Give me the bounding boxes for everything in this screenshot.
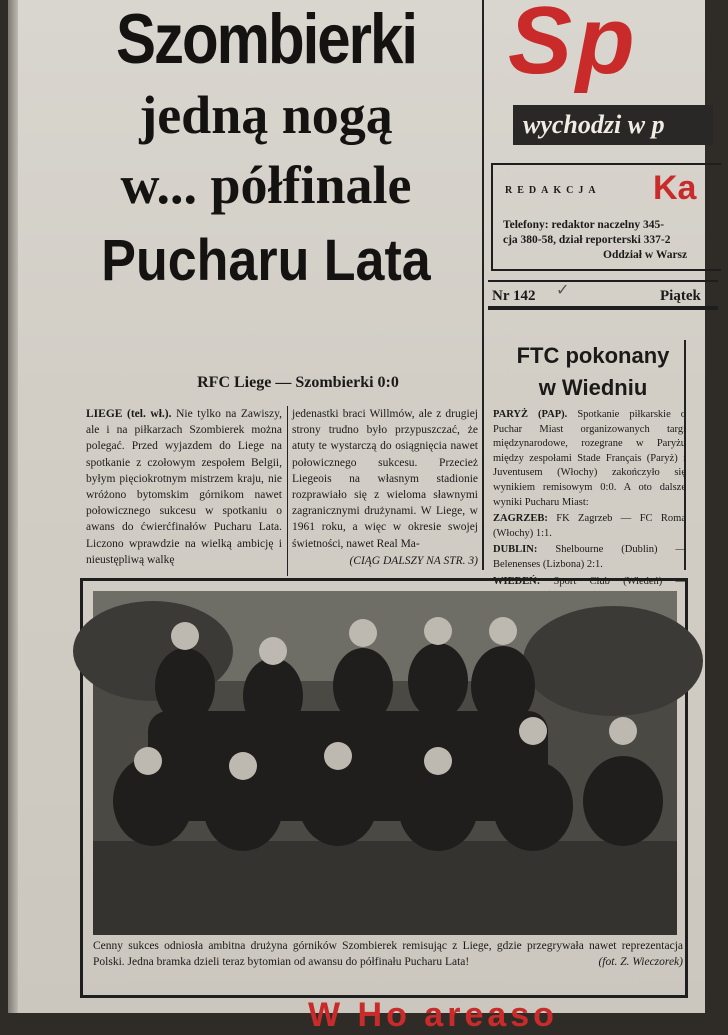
newspaper-page: [8, 0, 705, 1034]
team-photo-illustration: [93, 591, 677, 935]
sidebar-headline-line-1: FTC pokonany: [516, 343, 670, 368]
bottom-red-headline-fragment: W Ho areaso: [308, 996, 558, 1034]
article-body-1: Nie tylko na Zawiszy, ale i na piłkarzach Szombierek można polegać. Przed wyjazdem do Liege na spotkanie z czołowym zespołem Belgii, byłym pięciokrotnym mistrzem kraju, nie wróżono bytomskim górnikom nawet połowicznego sukcesu w spotkaniu o awans do ćwierćfinałów Pucharu Lata. Liczono wprawdzie na wielką ambicję i nieustępliwą walkę: [86, 408, 282, 566]
result-zagreb: ZAGRZEB: FK Zagrzeb — FC Roma (Włochy) 1:1.: [493, 513, 686, 539]
headline-line-4: Pucharu Lata: [101, 228, 431, 294]
sidebar-headline-line-2: w Wiedniu: [538, 375, 648, 400]
caption-text: Cenny sukces odniosła ambitna drużyna górników Szombierek remisując z Liege, gdzie przegrywała nawet reprezentacja Polski. Jedna bramka dzieli teraz bytomian od awansu do półfinału Pucharu Lata!: [93, 940, 683, 968]
result-dublin: DUBLIN: Shelbourne (Dublin) — Belenenses (Lizbona) 2:1.: [493, 544, 686, 570]
article-column-2: [292, 406, 478, 569]
masthead-red-title: Sp: [508, 0, 639, 94]
sidebar-headline: [498, 340, 688, 404]
photo-caption: [93, 939, 683, 970]
masthead-tagline: wychodzi w p: [513, 105, 713, 145]
pencil-check-icon: ✓: [556, 282, 570, 299]
photo-credit: (fot. Z. Wieczorek): [598, 955, 683, 968]
column-divider: [287, 406, 288, 576]
article-column-1: [86, 406, 282, 568]
match-subhead: RFC Liege — Szombierki 0:0: [197, 374, 399, 391]
issue-number: Nr 142: [492, 288, 536, 304]
result-paris: PARYŻ (PAP). Spotkanie piłkarskie o Puchar Miast organizowanych targi międzynarodowe, rozegrane w Paryżu między zespołami Stade Français (Paryż) i Juventusem (Włochy) zakończyło się wynikiem remisowym 0:0. A oto dalsze wyniki Pucharu Miast:: [493, 409, 686, 508]
editorial-line-1: Telefony: redaktor naczelny 345-: [503, 219, 665, 231]
headline-line-2: jedną nogą: [139, 85, 393, 145]
issue-day: Piątek: [660, 288, 701, 304]
editorial-label: REDAKCJA: [505, 185, 601, 196]
team-photo: [93, 591, 677, 935]
sidebar-results: [493, 408, 686, 606]
headline-line-1: Szombierki: [115, 0, 417, 79]
article-body-2: jedenastki braci Willmów, ale z drugiej strony trudno było przypuszczać, że atuty te wystarczą do osiągnięcia nawet połowicznego sukcesu. Przecież Liegeois na własnym stadionie rozprawiało się z wieloma sławnymi zagranicznymi drużynami. W Liege, w 1961 roku, a więc w okresie swojej świetności, nawet Real Ma-: [292, 408, 478, 550]
editorial-line-2: cja 380-58, dział reporterski 337-2: [503, 234, 671, 246]
editorial-box: [491, 163, 721, 271]
article-dateline: LIEGE (tel. wł.).: [86, 408, 172, 420]
page-spine: [8, 0, 18, 1013]
page-column-divider: [482, 0, 484, 570]
result-vienna: WIEDEŃ: Sport Club (Wiedeń) —: [493, 575, 687, 587]
team-photo-frame: [80, 578, 688, 998]
main-headline: [56, 0, 476, 304]
headline-line-3: w... półfinale: [120, 155, 412, 215]
issue-bar: [488, 280, 718, 310]
editorial-red-text: Ka: [653, 169, 697, 207]
editorial-line-3: Oddział w Warsz: [603, 249, 688, 261]
continued-note: (CIĄG DALSZY NA STR. 3): [349, 554, 478, 567]
